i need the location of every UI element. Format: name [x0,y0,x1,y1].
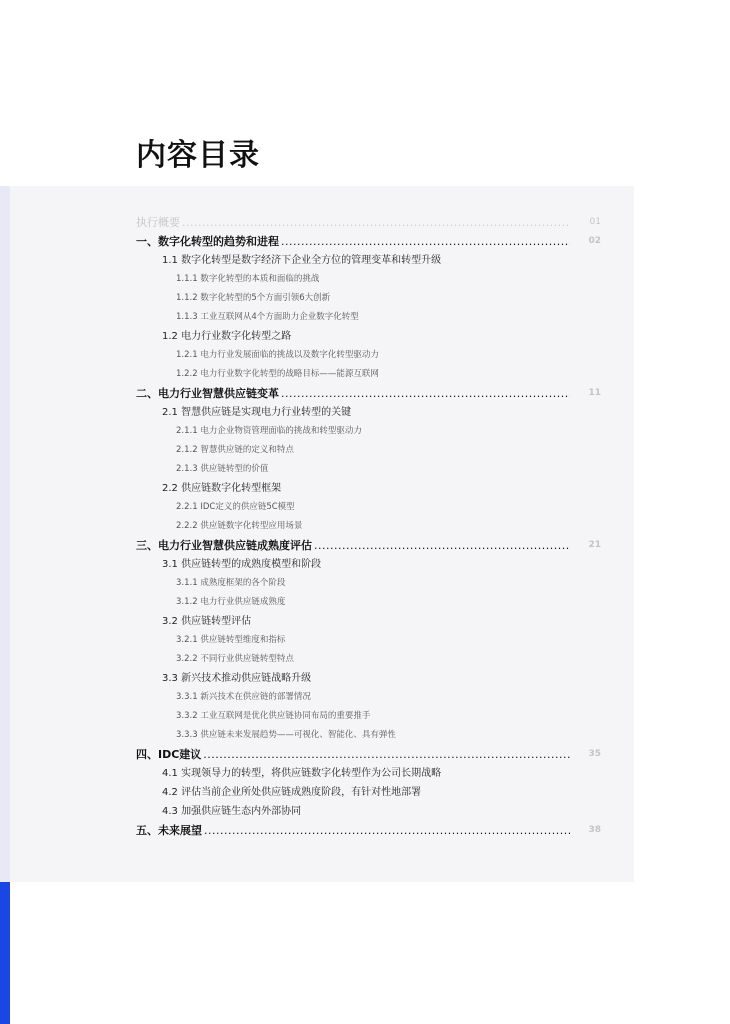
toc-entry-label: 3.1.1 成熟度框架的各个阶段 [176,578,286,588]
toc-subsection-entry[interactable] [136,631,598,650]
toc-page-number: 21 [588,540,601,550]
toc-chapter-entry[interactable] [136,384,601,403]
toc-entry-label: 3.1.2 电力行业供应链成熟度 [176,597,286,607]
toc-entry-label: 1.2.1 电力行业发展面临的挑战以及数字化转型驱动力 [176,350,379,360]
toc-subsection-entry[interactable] [136,346,598,365]
toc-entry-label: 四、IDC建议 [136,748,202,761]
toc-entry-label: 一、数字化转型的趋势和进程 [136,235,279,248]
toc-dot-leader [314,536,570,555]
toc-entry-label: 2.1.1 电力企业物资管理面临的挑战和转型驱动力 [176,426,362,436]
toc-entry-label: 1.1 数字化转型是数字经济下企业全方位的管理变革和转型升级 [162,255,442,266]
toc-entry-label: 4.1 实现领导力的转型，将供应链数字化转型作为公司长期战略 [162,768,442,779]
toc-entry-label: 3.2 供应链转型评估 [162,616,252,627]
toc-subsection-entry[interactable] [136,726,598,745]
toc-subsection-entry[interactable] [136,574,598,593]
toc-section-entry[interactable] [136,783,598,802]
toc-entry-label: 1.1.1 数字化转型的本质和面临的挑战 [176,274,320,284]
toc-subsection-entry[interactable] [136,441,598,460]
toc-entry-label: 1.2 电力行业数字化转型之路 [162,331,292,342]
toc-section-entry[interactable] [136,612,598,631]
page-title: 内容目录 [136,138,260,173]
toc-entry-label: 4.3 加强供应链生态内外部协同 [162,806,302,817]
toc-subsection-entry[interactable] [136,688,598,707]
toc-section-entry[interactable] [136,802,598,821]
toc-subsection-entry[interactable] [136,707,598,726]
toc-subsection-entry[interactable] [136,517,598,536]
toc-chapter-entry[interactable] [136,213,601,232]
toc-subsection-entry[interactable] [136,650,598,669]
toc-section-entry[interactable] [136,555,598,574]
toc-chapter-entry[interactable] [136,821,601,840]
toc-entry-label: 2.2 供应链数字化转型框架 [162,483,282,494]
toc-entry-label: 执行概要 [136,216,180,229]
toc-dot-leader [182,213,570,232]
toc-entry-label: 2.2.1 IDC定义的供应链5C模型 [176,502,295,512]
left-accent-strip-blue [0,882,10,1024]
toc-subsection-entry[interactable] [136,460,598,479]
toc-entry-label: 3.3.1 新兴技术在供应链的部署情况 [176,692,311,702]
toc-page-number: 01 [589,217,601,227]
toc-page-number: 11 [588,388,601,398]
toc-entry-label: 2.1.3 供应链转型的价值 [176,464,269,474]
toc-subsection-entry[interactable] [136,498,598,517]
toc-entry-label: 3.2.1 供应链转型维度和指标 [176,635,286,645]
toc-section-entry[interactable] [136,251,598,270]
toc-entry-label: 二、电力行业智慧供应链变革 [136,387,279,400]
toc-subsection-entry[interactable] [136,365,598,384]
toc-dot-leader [204,821,570,840]
toc-subsection-entry[interactable] [136,422,598,441]
left-accent-strip [0,186,10,882]
toc-entry-label: 2.1.2 智慧供应链的定义和特点 [176,445,294,455]
toc-section-entry[interactable] [136,479,598,498]
toc-section-entry[interactable] [136,669,598,688]
toc-entry-label: 3.3.2 工业互联网是优化供应链协同布局的重要推手 [176,711,371,721]
toc-section-entry[interactable] [136,327,598,346]
toc-entry-label: 三、电力行业智慧供应链成熟度评估 [136,539,312,552]
toc-chapter-entry[interactable] [136,536,601,555]
toc-entry-label: 1.1.2 数字化转型的5个方面引领6大创新 [176,293,331,303]
toc-subsection-entry[interactable] [136,289,598,308]
toc-entry-label: 3.3.3 供应链未来发展趋势——可视化、智能化、具有弹性 [176,730,396,740]
toc-section-entry[interactable] [136,764,598,783]
toc-chapter-entry[interactable] [136,232,601,251]
toc-dot-leader [203,745,570,764]
toc-page-number: 02 [588,236,601,246]
toc-entry-label: 2.1 智慧供应链是实现电力行业转型的关键 [162,407,352,418]
toc-subsection-entry[interactable] [136,270,598,289]
toc-chapter-entry[interactable] [136,745,601,764]
toc-subsection-entry[interactable] [136,593,598,612]
toc-entry-label: 3.3 新兴技术推动供应链战略升级 [162,673,312,684]
toc-entry-label: 3.2.2 不同行业供应链转型特点 [176,654,294,664]
toc-section-entry[interactable] [136,403,598,422]
table-of-contents [136,213,601,840]
toc-dot-leader [281,232,570,251]
toc-entry-label: 1.1.3 工业互联网从4个方面助力企业数字化转型 [176,312,359,322]
toc-subsection-entry[interactable] [136,308,598,327]
toc-entry-label: 1.2.2 电力行业数字化转型的战略目标——能源互联网 [176,369,379,379]
toc-entry-label: 2.2.2 供应链数字化转型应用场景 [176,521,303,531]
toc-entry-label: 3.1 供应链转型的成熟度模型和阶段 [162,559,322,570]
toc-page-number: 38 [588,825,601,835]
toc-entry-label: 4.2 评估当前企业所处供应链成熟度阶段，有针对性地部署 [162,787,422,798]
toc-page-number: 35 [588,749,601,759]
toc-entry-label: 五、未来展望 [136,824,202,837]
toc-dot-leader [281,384,570,403]
